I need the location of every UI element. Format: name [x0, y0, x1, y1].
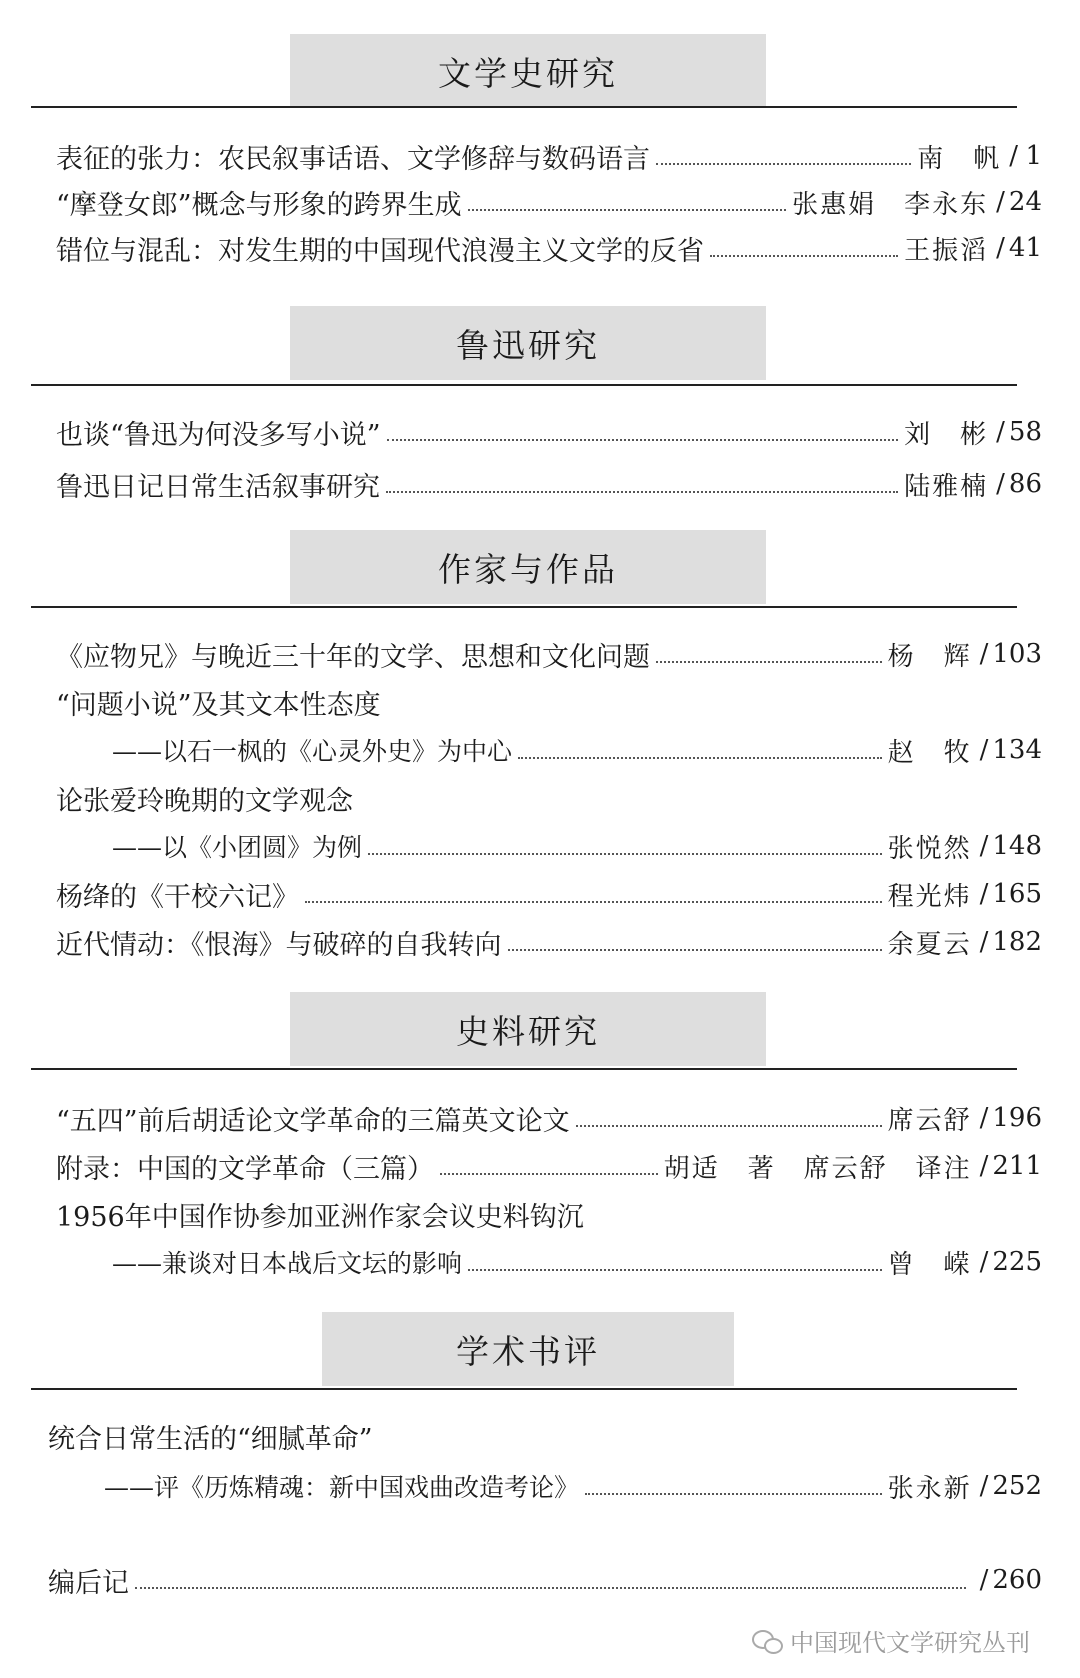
entry-page: 134 [992, 735, 1042, 765]
section-header-historical-materials: 史料研究 [290, 992, 766, 1066]
section-header-lu-xun: 鲁迅研究 [290, 306, 766, 380]
page-separator: / [996, 233, 1005, 263]
page-separator: / [979, 1471, 989, 1501]
toc-entry-heading[interactable] [56, 778, 1042, 818]
entry-title: “问题小说”及其文本性态度 [56, 689, 381, 721]
toc-entry[interactable] [56, 228, 1042, 268]
toc-entry-heading[interactable] [48, 1416, 1042, 1456]
entry-page: 103 [992, 639, 1042, 669]
entry-author: 陆雅楠 [904, 471, 989, 502]
entry-page: 1 [1025, 141, 1042, 171]
entry-title: “摩登女郎”概念与形象的跨界生成 [56, 189, 462, 221]
section-header-writers-works: 作家与作品 [290, 530, 766, 604]
entry-page: 182 [992, 927, 1042, 957]
entry-page: 86 [1008, 469, 1042, 499]
dot-leader [440, 1173, 658, 1175]
entry-page: 225 [992, 1247, 1042, 1277]
section-rule [31, 1388, 1017, 1390]
entry-author: 南 帆 [917, 143, 1002, 174]
entry-title: 近代情动：《恨海》与破碎的自我转向 [56, 929, 502, 961]
entry-page: 41 [1008, 233, 1042, 263]
toc-entry-heading[interactable] [56, 1194, 1042, 1234]
page-separator: / [1009, 141, 1018, 171]
page-separator: / [979, 639, 989, 669]
wechat-icon [752, 1629, 782, 1653]
dot-leader [468, 209, 787, 211]
dot-leader [518, 757, 882, 759]
entry-subtitle: ——以《小团圆》为例 [112, 833, 363, 862]
entry-author: 刘 彬 [904, 419, 989, 450]
toc-entry[interactable] [56, 136, 1042, 176]
toc-entry-heading[interactable] [56, 682, 1042, 722]
entry-author: 张永新 [887, 1473, 972, 1504]
toc-entry-subtitle[interactable] [56, 1242, 1042, 1282]
entry-page: 252 [992, 1471, 1042, 1501]
dot-leader [576, 1125, 882, 1127]
page-separator: / [979, 735, 989, 765]
entry-title: “五四”前后胡适论文学革命的三篇英文论文 [56, 1105, 570, 1137]
entry-title: 《应物兄》与晚近三十年的文学、思想和文化问题 [56, 641, 650, 673]
page-separator: / [996, 469, 1005, 499]
entry-author: 席云舒 [887, 1105, 972, 1136]
entry-author: 余夏云 [887, 929, 972, 960]
dot-leader [386, 491, 898, 493]
entry-author: 杨 辉 [887, 641, 972, 672]
dot-leader [585, 1493, 882, 1495]
toc-entry[interactable] [56, 464, 1042, 504]
entry-title: 鲁迅日记日常生活叙事研究 [56, 471, 380, 503]
entry-title: 表征的张力：农民叙事话语、文学修辞与数码语言 [56, 143, 650, 175]
toc-entry-afterword[interactable] [48, 1560, 1042, 1600]
entry-page: 165 [992, 879, 1042, 909]
page-separator: / [979, 1565, 989, 1595]
entry-author: 程光炜 [887, 881, 972, 912]
toc-entry[interactable] [56, 922, 1042, 962]
section-rule [31, 106, 1017, 108]
entry-page: 58 [1008, 417, 1042, 447]
entry-author: 胡适 著 席云舒 译注 [663, 1153, 972, 1184]
dot-leader [135, 1587, 966, 1589]
entry-title: 也谈“鲁迅为何没多写小说” [56, 419, 381, 451]
toc-entry[interactable] [56, 182, 1042, 222]
entry-title: 统合日常生活的“细腻革命” [48, 1423, 373, 1455]
page-separator: / [979, 879, 989, 909]
dot-leader [468, 1269, 882, 1271]
entry-author: 张悦然 [887, 833, 972, 864]
section-rule [31, 606, 1017, 608]
toc-entry-subtitle[interactable] [56, 826, 1042, 866]
page-separator: / [996, 417, 1005, 447]
toc-entry[interactable] [56, 874, 1042, 914]
page-separator: / [979, 1103, 989, 1133]
entry-title: 附录：中国的文学革命（三篇） [56, 1153, 434, 1185]
entry-author: 张惠娟 李永东 [792, 189, 989, 220]
page-separator: / [979, 927, 989, 957]
toc-entry-subtitle[interactable] [56, 730, 1042, 770]
section-header-literary-history: 文学史研究 [290, 34, 766, 108]
section-rule [31, 384, 1017, 386]
entry-title: 编后记 [48, 1567, 129, 1599]
dot-leader [656, 661, 882, 663]
entry-page: 260 [992, 1565, 1042, 1595]
section-header-book-reviews: 学术书评 [322, 1312, 734, 1386]
dot-leader [305, 901, 882, 903]
page-separator: / [979, 1247, 989, 1277]
toc-entry-subtitle[interactable] [48, 1466, 1042, 1506]
toc-entry[interactable] [56, 1146, 1042, 1186]
entry-title: 杨绛的《干校六记》 [56, 881, 299, 913]
entry-page: 211 [992, 1151, 1042, 1181]
watermark-text: 中国现代文学研究丛刊 [790, 1629, 1030, 1657]
entry-author: 赵 牧 [887, 737, 972, 768]
page-separator: / [996, 187, 1005, 217]
toc-entry[interactable] [56, 1098, 1042, 1138]
dot-leader [656, 163, 911, 165]
entry-page: 24 [1008, 187, 1042, 217]
entry-page: 196 [992, 1103, 1042, 1133]
toc-entry[interactable] [56, 412, 1042, 452]
entry-subtitle: ——兼谈对日本战后文坛的影响 [112, 1249, 463, 1278]
page-separator: / [979, 831, 989, 861]
entry-author: 曾 嵘 [887, 1249, 972, 1280]
entry-title: 论张爱玲晚期的文学观念 [56, 785, 353, 817]
entry-subtitle: ——评《历炼精魂：新中国戏曲改造考论》 [104, 1473, 580, 1502]
entry-title: 1956年中国作协参加亚洲作家会议史料钩沉 [56, 1201, 584, 1233]
section-rule [31, 1068, 1017, 1070]
dot-leader [508, 949, 882, 951]
dot-leader [368, 853, 882, 855]
dot-leader [387, 439, 899, 441]
entry-page: 148 [992, 831, 1042, 861]
dot-leader [710, 255, 898, 257]
entry-title: 错位与混乱：对发生期的中国现代浪漫主义文学的反省 [56, 235, 704, 267]
toc-entry[interactable] [56, 634, 1042, 674]
watermark [752, 1623, 1030, 1658]
entry-subtitle: ——以石一枫的《心灵外史》为中心 [112, 737, 513, 766]
entry-author: 王振滔 [904, 235, 989, 266]
page-separator: / [979, 1151, 989, 1181]
